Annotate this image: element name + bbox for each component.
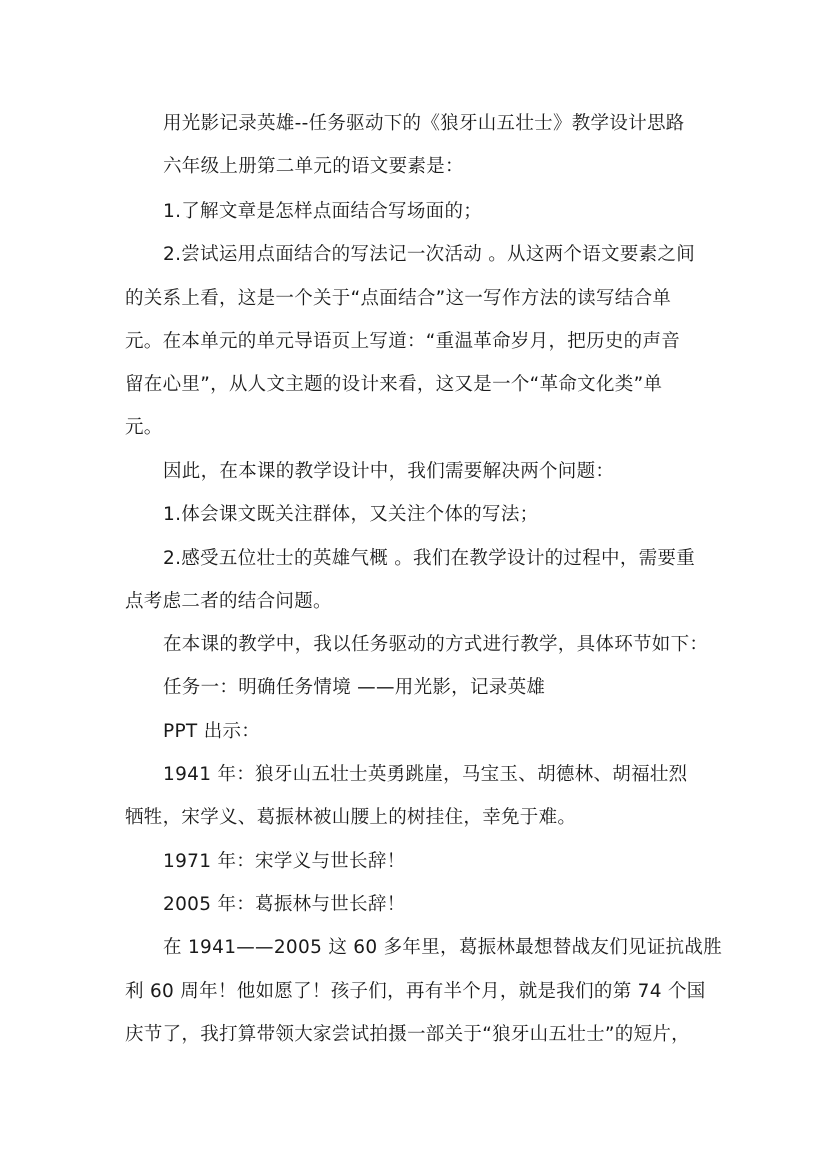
timeline-1941: 1941 年：狼牙山五壮士英勇跳崖，马宝玉、胡德林、胡福壮烈 <box>163 764 688 785</box>
task-heading: 任务一：明确任务情境 ——用光影，记录英雄 <box>163 677 546 698</box>
paragraph-line: 的关系上看，这是一个关于“点面结合”这一写作方法的读写结合单 <box>125 288 672 309</box>
paragraph-line: 牺牲，宋学义、葛振林被山腰上的树挂住，幸免于难。 <box>125 807 577 828</box>
document-title: 用光影记录英雄--任务驱动下的《狼牙山五壮士》教学设计思路 <box>163 113 685 134</box>
intro-line: 六年级上册第二单元的语文要素是： <box>163 156 464 177</box>
method-line: 在本课的教学中，我以任务驱动的方式进行教学，具体环节如下： <box>163 634 709 655</box>
timeline-1971: 1971 年：宋学义与世长辞！ <box>163 851 406 872</box>
problem-item-2: 2.感受五位壮士的英雄气概 。我们在教学设计的过程中，需要重 <box>163 548 696 569</box>
paragraph-line: 在 1941——2005 这 60 多年里，葛振林最想替战友们见证抗战胜 <box>163 937 723 958</box>
paragraph-line: 庆节了，我打算带领大家尝试拍摄一部关于“狼牙山五壮士”的短片， <box>125 1024 690 1045</box>
paragraph-line: 留在心里”，从人文主题的设计来看，这又是一个“革命文化类”单 <box>125 374 663 395</box>
element-item-2: 2.尝试运用点面结合的写法记一次活动 。从这两个语文要素之间 <box>163 244 696 265</box>
problem-item-1: 1.体会课文既关注群体，又关注个体的写法； <box>163 504 539 525</box>
ppt-label: PPT 出示： <box>163 721 261 742</box>
paragraph-line: 利 60 周年！他如愿了！孩子们，再有半个月，就是我们的第 74 个国 <box>125 981 706 1002</box>
paragraph-line: 元。 <box>125 417 163 438</box>
element-item-1: 1.了解文章是怎样点面结合写场面的； <box>163 201 483 222</box>
paragraph-line: 点考虑二者的结合问题。 <box>125 591 332 612</box>
problems-intro: 因此，在本课的教学设计中，我们需要解决两个问题： <box>163 461 615 482</box>
timeline-2005: 2005 年：葛振林与世长辞！ <box>163 894 406 915</box>
paragraph-line: 元。在本单元的单元导语页上写道：“重温革命岁月，把历史的声音 <box>125 331 681 352</box>
